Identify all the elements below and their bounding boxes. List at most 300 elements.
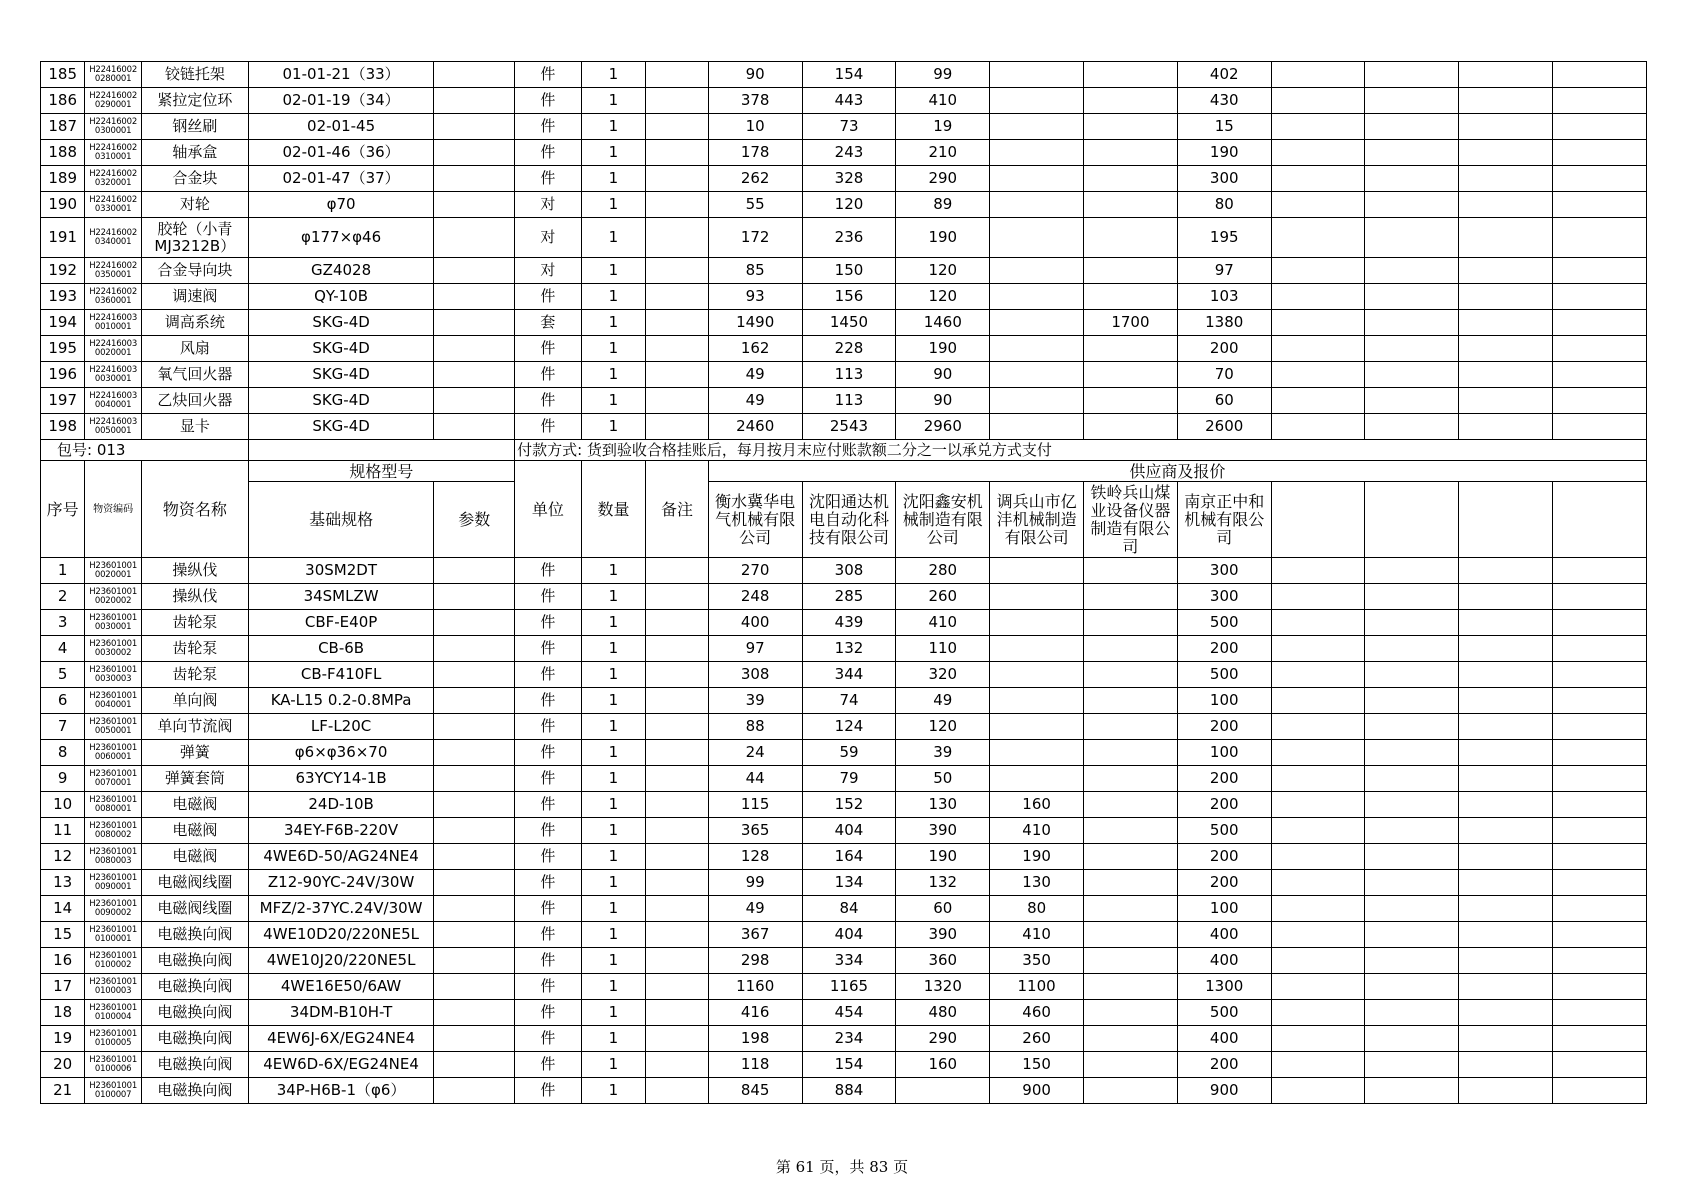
table-cell xyxy=(434,844,515,870)
table-cell: 80 xyxy=(990,896,1084,922)
table-cell: H23601001 0080003 xyxy=(85,844,141,870)
table-cell xyxy=(1459,414,1553,440)
table-cell: 件 xyxy=(515,714,582,740)
table-cell xyxy=(1084,610,1178,636)
table-cell xyxy=(990,688,1084,714)
table-cell: H23601001 0100006 xyxy=(85,1052,141,1078)
table-cell xyxy=(1365,88,1459,114)
header-supplier xyxy=(1365,482,1459,558)
table-cell: 4EW6D-6X/EG24NE4 xyxy=(248,1052,434,1078)
table-cell: 02-01-45 xyxy=(248,114,434,140)
table-cell xyxy=(1459,218,1553,258)
table-cell: 120 xyxy=(896,714,990,740)
table-cell xyxy=(1365,818,1459,844)
table-cell xyxy=(434,414,515,440)
table-cell: 1 xyxy=(581,414,646,440)
table-cell: 件 xyxy=(515,88,582,114)
table-cell: 115 xyxy=(708,792,802,818)
table-cell: 10 xyxy=(41,792,85,818)
table-cell: 合金导向块 xyxy=(141,258,248,284)
table-cell: 178 xyxy=(708,140,802,166)
table-cell: 195 xyxy=(1177,218,1271,258)
table-cell xyxy=(434,166,515,192)
table-cell xyxy=(1084,662,1178,688)
table-cell xyxy=(1553,310,1647,336)
table-cell: 1 xyxy=(581,870,646,896)
table-cell xyxy=(990,336,1084,362)
table-cell xyxy=(1459,948,1553,974)
table-cell xyxy=(1271,258,1365,284)
table-cell xyxy=(1553,1052,1647,1078)
table-cell xyxy=(1084,414,1178,440)
table-cell xyxy=(1365,766,1459,792)
table-cell xyxy=(646,610,709,636)
table-cell: 270 xyxy=(708,558,802,584)
table-cell xyxy=(1553,336,1647,362)
table-cell: 100 xyxy=(1177,740,1271,766)
table-cell: 60 xyxy=(896,896,990,922)
table-cell: 500 xyxy=(1177,818,1271,844)
table-cell xyxy=(1271,792,1365,818)
table-cell: 156 xyxy=(802,284,896,310)
table-cell xyxy=(1553,258,1647,284)
table-cell xyxy=(1084,1026,1178,1052)
table-cell: 367 xyxy=(708,922,802,948)
table-cell xyxy=(1365,558,1459,584)
table-cell: SKG-4D xyxy=(248,362,434,388)
header-supplier xyxy=(1459,482,1553,558)
table-cell: 电磁换向阀 xyxy=(141,1000,248,1026)
table-cell: H22416002 0290001 xyxy=(85,88,141,114)
table-cell: 02-01-19（34） xyxy=(248,88,434,114)
table-cell xyxy=(1271,1078,1365,1104)
table-cell: 件 xyxy=(515,922,582,948)
table-row xyxy=(41,414,1647,440)
table-cell xyxy=(1553,974,1647,1000)
table-cell: 件 xyxy=(515,636,582,662)
table-cell: 齿轮泵 xyxy=(141,662,248,688)
table-cell: 190 xyxy=(896,844,990,870)
table-cell xyxy=(434,870,515,896)
table-cell xyxy=(646,218,709,258)
table-cell xyxy=(1553,284,1647,310)
table-cell xyxy=(434,974,515,1000)
table-cell xyxy=(1553,1026,1647,1052)
table-cell: H23601001 0030001 xyxy=(85,610,141,636)
table-cell xyxy=(434,114,515,140)
table-cell: 248 xyxy=(708,584,802,610)
table-cell xyxy=(1271,870,1365,896)
table-cell xyxy=(646,844,709,870)
table-cell: 2960 xyxy=(896,414,990,440)
table-cell: 79 xyxy=(802,766,896,792)
table-cell: 200 xyxy=(1177,844,1271,870)
table-cell: 200 xyxy=(1177,714,1271,740)
table-cell: 49 xyxy=(896,688,990,714)
table-cell: 99 xyxy=(896,62,990,88)
table-cell: 件 xyxy=(515,1026,582,1052)
table-cell xyxy=(1459,688,1553,714)
table-cell: 88 xyxy=(708,714,802,740)
table-cell xyxy=(1365,1026,1459,1052)
table-cell: 285 xyxy=(802,584,896,610)
table-cell: H22416003 0020001 xyxy=(85,336,141,362)
table-cell xyxy=(1084,792,1178,818)
table-cell: H23601001 0040001 xyxy=(85,688,141,714)
table-row xyxy=(41,336,1647,362)
table-cell xyxy=(1553,766,1647,792)
table-cell xyxy=(1271,896,1365,922)
table-cell: 操纵伐 xyxy=(141,558,248,584)
table-cell: 280 xyxy=(896,558,990,584)
table-cell xyxy=(1365,336,1459,362)
table-cell xyxy=(434,1052,515,1078)
table-cell xyxy=(1459,714,1553,740)
table-cell xyxy=(1365,948,1459,974)
table-cell xyxy=(1553,584,1647,610)
table-cell: 63YCY14-1B xyxy=(248,766,434,792)
table-cell: 70 xyxy=(1177,362,1271,388)
table-cell xyxy=(1459,258,1553,284)
header-spec-group: 规格型号 xyxy=(248,461,514,482)
table-cell: 84 xyxy=(802,896,896,922)
table-row xyxy=(41,140,1647,166)
table-cell: 1 xyxy=(581,88,646,114)
table-cell: 400 xyxy=(1177,1026,1271,1052)
table-cell: 弹簧套筒 xyxy=(141,766,248,792)
table-cell: 110 xyxy=(896,636,990,662)
table-cell xyxy=(1084,88,1178,114)
table-cell: 236 xyxy=(802,218,896,258)
table-cell xyxy=(1271,714,1365,740)
table-cell: 30SM2DT xyxy=(248,558,434,584)
table-cell xyxy=(1271,1052,1365,1078)
table-cell: 电磁换向阀 xyxy=(141,974,248,1000)
table-cell xyxy=(1459,818,1553,844)
table-cell xyxy=(646,1052,709,1078)
table-cell: 187 xyxy=(41,114,85,140)
table-cell xyxy=(1459,88,1553,114)
table-cell: 电磁阀 xyxy=(141,792,248,818)
table-cell xyxy=(1459,140,1553,166)
table-cell: 单向阀 xyxy=(141,688,248,714)
table-cell xyxy=(434,610,515,636)
table-cell: 1 xyxy=(581,584,646,610)
table-cell: 900 xyxy=(1177,1078,1271,1104)
table-row xyxy=(41,114,1647,140)
table-cell: 172 xyxy=(708,218,802,258)
table-cell xyxy=(1365,688,1459,714)
table-cell: 198 xyxy=(708,1026,802,1052)
table-cell: CBF-E40P xyxy=(248,610,434,636)
table-cell xyxy=(1365,414,1459,440)
table-cell: 132 xyxy=(896,870,990,896)
table-cell: 紧拉定位环 xyxy=(141,88,248,114)
table-cell: 120 xyxy=(896,284,990,310)
table-cell: 铰链托架 xyxy=(141,62,248,88)
table-cell: 4 xyxy=(41,636,85,662)
table-cell xyxy=(1459,610,1553,636)
table-cell: KA-L15 0.2-0.8MPa xyxy=(248,688,434,714)
table-cell xyxy=(646,336,709,362)
table-cell xyxy=(1365,166,1459,192)
table-cell: 1 xyxy=(581,662,646,688)
table-cell xyxy=(434,1026,515,1052)
table-cell: 99 xyxy=(708,870,802,896)
table-cell: 365 xyxy=(708,818,802,844)
table-row xyxy=(41,636,1647,662)
table-cell: 件 xyxy=(515,1078,582,1104)
table-cell: H23601001 0100002 xyxy=(85,948,141,974)
table-cell: 件 xyxy=(515,740,582,766)
table-cell: 24D-10B xyxy=(248,792,434,818)
table-cell xyxy=(896,1078,990,1104)
header-unit: 单位 xyxy=(515,461,582,558)
table-cell: 齿轮泵 xyxy=(141,610,248,636)
header-seq: 序号 xyxy=(41,461,85,558)
table-cell xyxy=(1271,1026,1365,1052)
table-cell: H22416003 0040001 xyxy=(85,388,141,414)
table-cell: 320 xyxy=(896,662,990,688)
table-cell: 150 xyxy=(802,258,896,284)
table-cell xyxy=(434,336,515,362)
table-cell xyxy=(646,558,709,584)
table-cell: 85 xyxy=(708,258,802,284)
table-row xyxy=(41,818,1647,844)
table-cell: 4WE6D-50/AG24NE4 xyxy=(248,844,434,870)
table-cell: φ177×φ46 xyxy=(248,218,434,258)
table-cell: 410 xyxy=(896,88,990,114)
table-cell: 410 xyxy=(990,922,1084,948)
table-cell xyxy=(646,88,709,114)
table-cell xyxy=(1271,310,1365,336)
table-cell: 1 xyxy=(581,310,646,336)
table-cell xyxy=(990,192,1084,218)
table-cell: H23601001 0090002 xyxy=(85,896,141,922)
table-cell: H23601001 0100005 xyxy=(85,1026,141,1052)
table-cell: 350 xyxy=(990,948,1084,974)
table-row xyxy=(41,362,1647,388)
table-cell: 对 xyxy=(515,258,582,284)
table-cell xyxy=(990,62,1084,88)
table-cell: 2460 xyxy=(708,414,802,440)
table-cell xyxy=(1084,1052,1178,1078)
table-cell: H22416002 0300001 xyxy=(85,114,141,140)
table-cell xyxy=(646,974,709,1000)
table-cell xyxy=(434,218,515,258)
table-cell: 1 xyxy=(581,636,646,662)
table-cell: H23601001 0030002 xyxy=(85,636,141,662)
table-cell xyxy=(1459,766,1553,792)
table-cell: 49 xyxy=(708,388,802,414)
table-cell: 290 xyxy=(896,1026,990,1052)
table-cell xyxy=(1553,1000,1647,1026)
table-cell: SKG-4D xyxy=(248,336,434,362)
table-cell xyxy=(1271,1000,1365,1026)
table-body-previous-package xyxy=(41,62,1647,440)
table-cell xyxy=(990,584,1084,610)
table-cell: 439 xyxy=(802,610,896,636)
table-cell: 454 xyxy=(802,1000,896,1026)
table-cell: 152 xyxy=(802,792,896,818)
table-cell: 210 xyxy=(896,140,990,166)
table-cell xyxy=(1084,558,1178,584)
table-row xyxy=(41,584,1647,610)
table-cell xyxy=(1084,818,1178,844)
table-cell xyxy=(990,636,1084,662)
table-cell: 9 xyxy=(41,766,85,792)
table-cell: 1 xyxy=(581,714,646,740)
table-cell: 13 xyxy=(41,870,85,896)
table-cell xyxy=(1553,218,1647,258)
table-cell: 39 xyxy=(708,688,802,714)
table-cell: 500 xyxy=(1177,610,1271,636)
table-cell: 1 xyxy=(581,166,646,192)
table-cell: H23601001 0080002 xyxy=(85,818,141,844)
table-cell xyxy=(1459,662,1553,688)
table-cell: 电磁换向阀 xyxy=(141,948,248,974)
table-cell xyxy=(1459,284,1553,310)
table-cell: H23601001 0060001 xyxy=(85,740,141,766)
table-cell xyxy=(434,792,515,818)
table-cell xyxy=(1365,714,1459,740)
table-cell xyxy=(1084,922,1178,948)
table-cell xyxy=(646,870,709,896)
table-cell xyxy=(1271,114,1365,140)
table-cell: 190 xyxy=(896,218,990,258)
table-cell xyxy=(1553,62,1647,88)
table-cell xyxy=(434,948,515,974)
table-cell xyxy=(1271,922,1365,948)
table-cell: 100 xyxy=(1177,896,1271,922)
table-cell: 378 xyxy=(708,88,802,114)
table-cell: 200 xyxy=(1177,336,1271,362)
table-cell xyxy=(1271,140,1365,166)
table-cell: H22416003 0030001 xyxy=(85,362,141,388)
table-cell: SKG-4D xyxy=(248,414,434,440)
table-cell xyxy=(990,362,1084,388)
table-cell: 100 xyxy=(1177,688,1271,714)
table-cell: 260 xyxy=(990,1026,1084,1052)
table-cell: 460 xyxy=(990,1000,1084,1026)
header-param: 参数 xyxy=(434,482,515,558)
table-cell: 4EW6J-6X/EG24NE4 xyxy=(248,1026,434,1052)
table-cell xyxy=(434,922,515,948)
table-cell: 200 xyxy=(1177,870,1271,896)
header-name: 物资名称 xyxy=(141,461,248,558)
table-cell xyxy=(1459,1026,1553,1052)
table-cell: 44 xyxy=(708,766,802,792)
table-cell: 21 xyxy=(41,1078,85,1104)
table-cell xyxy=(1271,974,1365,1000)
table-cell: 电磁换向阀 xyxy=(141,1078,248,1104)
table-cell xyxy=(1271,192,1365,218)
table-cell xyxy=(990,284,1084,310)
table-cell: 300 xyxy=(1177,166,1271,192)
table-cell xyxy=(1271,818,1365,844)
table-cell: 34SMLZW xyxy=(248,584,434,610)
table-cell: 电磁阀线圈 xyxy=(141,896,248,922)
table-cell: 74 xyxy=(802,688,896,714)
table-cell: 显卡 xyxy=(141,414,248,440)
table-cell: 162 xyxy=(708,336,802,362)
table-cell: 1 xyxy=(581,218,646,258)
table-cell xyxy=(646,896,709,922)
table-cell: 404 xyxy=(802,818,896,844)
table-cell: 弹簧 xyxy=(141,740,248,766)
table-cell: 1 xyxy=(41,558,85,584)
table-cell xyxy=(1459,636,1553,662)
table-cell xyxy=(1553,362,1647,388)
table-cell: 500 xyxy=(1177,662,1271,688)
table-cell: 103 xyxy=(1177,284,1271,310)
table-cell: H22416002 0320001 xyxy=(85,166,141,192)
header-supplier: 沈阳通达机电自动化科技有限公司 xyxy=(802,482,896,558)
table-cell: CB-6B xyxy=(248,636,434,662)
table-cell xyxy=(1084,688,1178,714)
table-cell: 件 xyxy=(515,688,582,714)
table-cell: 430 xyxy=(1177,88,1271,114)
table-cell xyxy=(1084,870,1178,896)
table-cell xyxy=(1365,114,1459,140)
table-row xyxy=(41,792,1647,818)
table-cell: 1320 xyxy=(896,974,990,1000)
table-cell: 调高系统 xyxy=(141,310,248,336)
table-cell xyxy=(646,662,709,688)
table-cell: H23601001 0020002 xyxy=(85,584,141,610)
table-cell xyxy=(1271,558,1365,584)
table-cell: H22416002 0350001 xyxy=(85,258,141,284)
table-cell xyxy=(646,310,709,336)
table-cell xyxy=(1365,192,1459,218)
table-cell: 845 xyxy=(708,1078,802,1104)
package-header xyxy=(41,440,1647,558)
table-cell: 1100 xyxy=(990,974,1084,1000)
table-cell xyxy=(646,414,709,440)
table-cell xyxy=(1459,740,1553,766)
header-supplier: 铁岭兵山煤业设备仪器制造有限公司 xyxy=(1084,482,1178,558)
table-cell: 单向节流阀 xyxy=(141,714,248,740)
table-cell xyxy=(1459,1000,1553,1026)
table-cell: 1 xyxy=(581,284,646,310)
table-cell: H23601001 0080001 xyxy=(85,792,141,818)
table-cell xyxy=(646,584,709,610)
table-cell xyxy=(434,258,515,284)
table-cell xyxy=(646,792,709,818)
table-cell: 344 xyxy=(802,662,896,688)
table-cell xyxy=(1084,584,1178,610)
table-row xyxy=(41,166,1647,192)
table-cell: 402 xyxy=(1177,62,1271,88)
table-cell xyxy=(1459,1052,1553,1078)
table-cell: 1 xyxy=(581,818,646,844)
table-cell xyxy=(646,636,709,662)
table-cell: 190 xyxy=(1177,140,1271,166)
table-cell xyxy=(434,636,515,662)
table-cell: 73 xyxy=(802,114,896,140)
header-qty: 数量 xyxy=(581,461,646,558)
table-cell xyxy=(646,362,709,388)
table-cell xyxy=(1553,388,1647,414)
table-cell xyxy=(1365,896,1459,922)
table-cell: 1 xyxy=(581,896,646,922)
header-code: 物资编码 xyxy=(85,461,141,558)
header-supplier: 衡水冀华电气机械有限公司 xyxy=(708,482,802,558)
table-cell: GZ4028 xyxy=(248,258,434,284)
table-cell: 400 xyxy=(708,610,802,636)
table-cell: 件 xyxy=(515,584,582,610)
table-cell: 对 xyxy=(515,218,582,258)
